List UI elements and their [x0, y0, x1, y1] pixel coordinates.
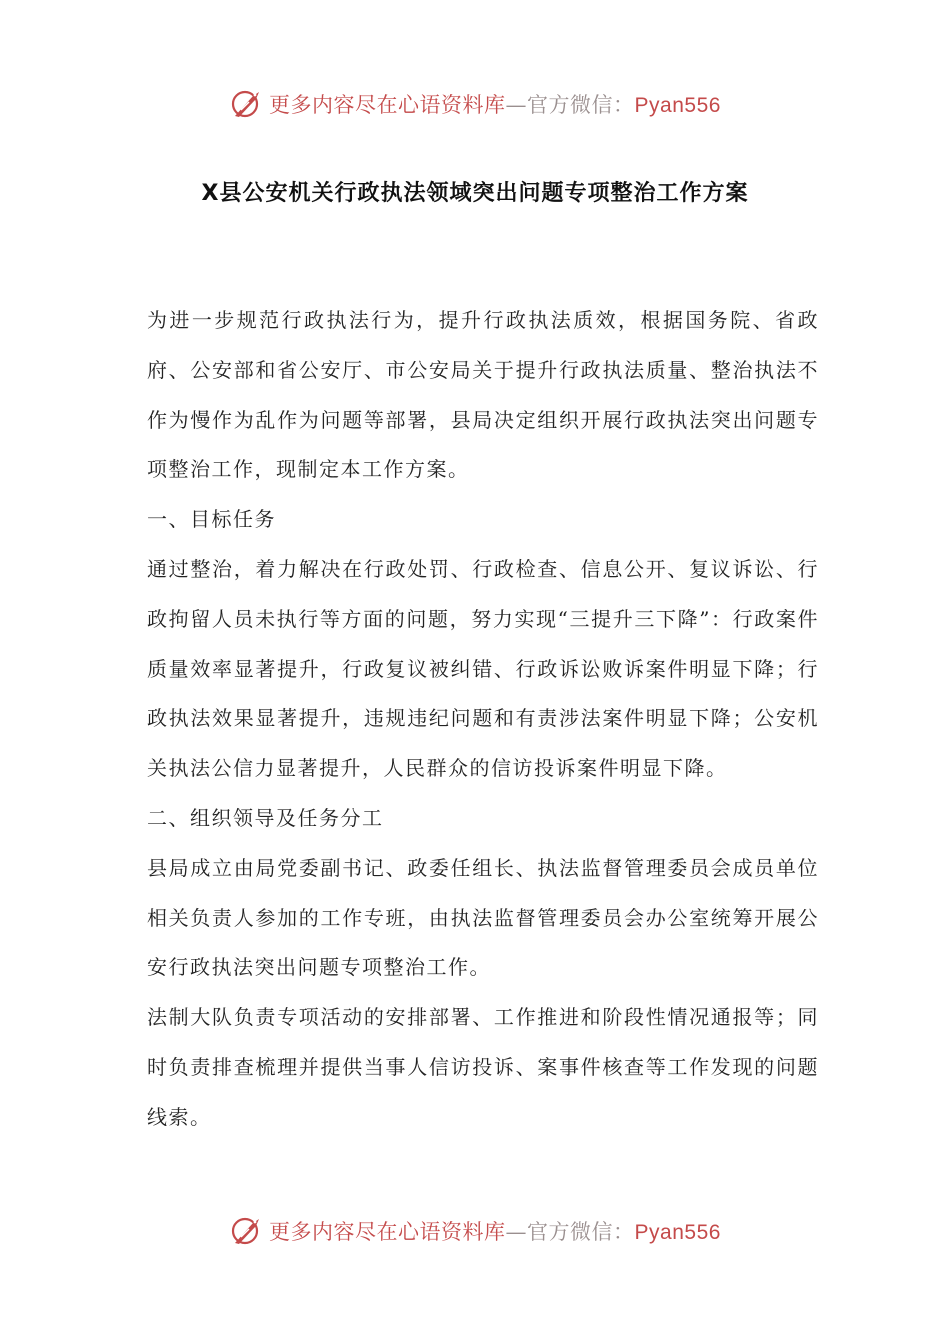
section-heading-2: 二、组织领导及任务分工	[147, 805, 384, 830]
banner-wechat-id: Pyan556	[634, 94, 721, 117]
section-2-paragraph-2: 法制大队负责专项活动的安排部署、工作推进和阶段性情况通报等；同时负责排查梳理并提供当事人信访投诉、案事件核查等工作发现的问题线索。	[147, 1005, 819, 1129]
document-body	[147, 296, 819, 1143]
banner-dash: —	[505, 93, 528, 117]
banner-text	[269, 89, 721, 119]
banner-gray-text: 官方微信：	[527, 1220, 635, 1244]
section-2-paragraph-1: 县局成立由局党委副书记、政委任组长、执法监督管理委员会成员单位相关负责人参加的工作专班，由执法监督管理委员会办公室统筹开展公安行政执法突出问题专项整治工作。	[147, 855, 819, 980]
banner-wechat-id: Pyan556	[634, 1221, 721, 1244]
banner-gray-text: 官方微信：	[527, 93, 635, 117]
footer-banner	[0, 1209, 950, 1253]
document-title: X县公安机关行政执法领域突出问题专项整治工作方案	[201, 181, 749, 206]
pen-nib-logo-icon	[229, 1213, 265, 1249]
banner-red-text: 更多内容尽在心语资料库	[269, 1220, 506, 1244]
header-banner	[0, 82, 950, 126]
banner-red-text: 更多内容尽在心语资料库	[269, 93, 506, 117]
banner-dash: —	[505, 1220, 528, 1244]
section-1-paragraph: 通过整治，着力解决在行政处罚、行政检查、信息公开、复议诉讼、行政拘留人员未执行等方面的问题，努力实现“三提升三下降”：行政案件质量效率显著提升，行政复议被纠错、行政诉讼败诉案件明显下降；行政执法效果显著提升，违规违纪问题和有责涉法案件明显下降；公安机关执法公信力显著提升，人民群众的信访投诉案件明显下降。	[147, 556, 819, 781]
banner-text	[269, 1216, 721, 1246]
intro-paragraph: 为进一步规范行政执法行为，提升行政执法质效，根据国务院、省政府、公安部和省公安厅、市公安局关于提升行政执法质量、整治执法不作为慢作为乱作为问题等部署，县局决定组织开展行政执法突出问题专项整治工作，现制定本工作方案。	[147, 308, 819, 482]
pen-nib-logo-icon	[229, 86, 265, 122]
section-heading-1: 一、目标任务	[147, 507, 276, 532]
